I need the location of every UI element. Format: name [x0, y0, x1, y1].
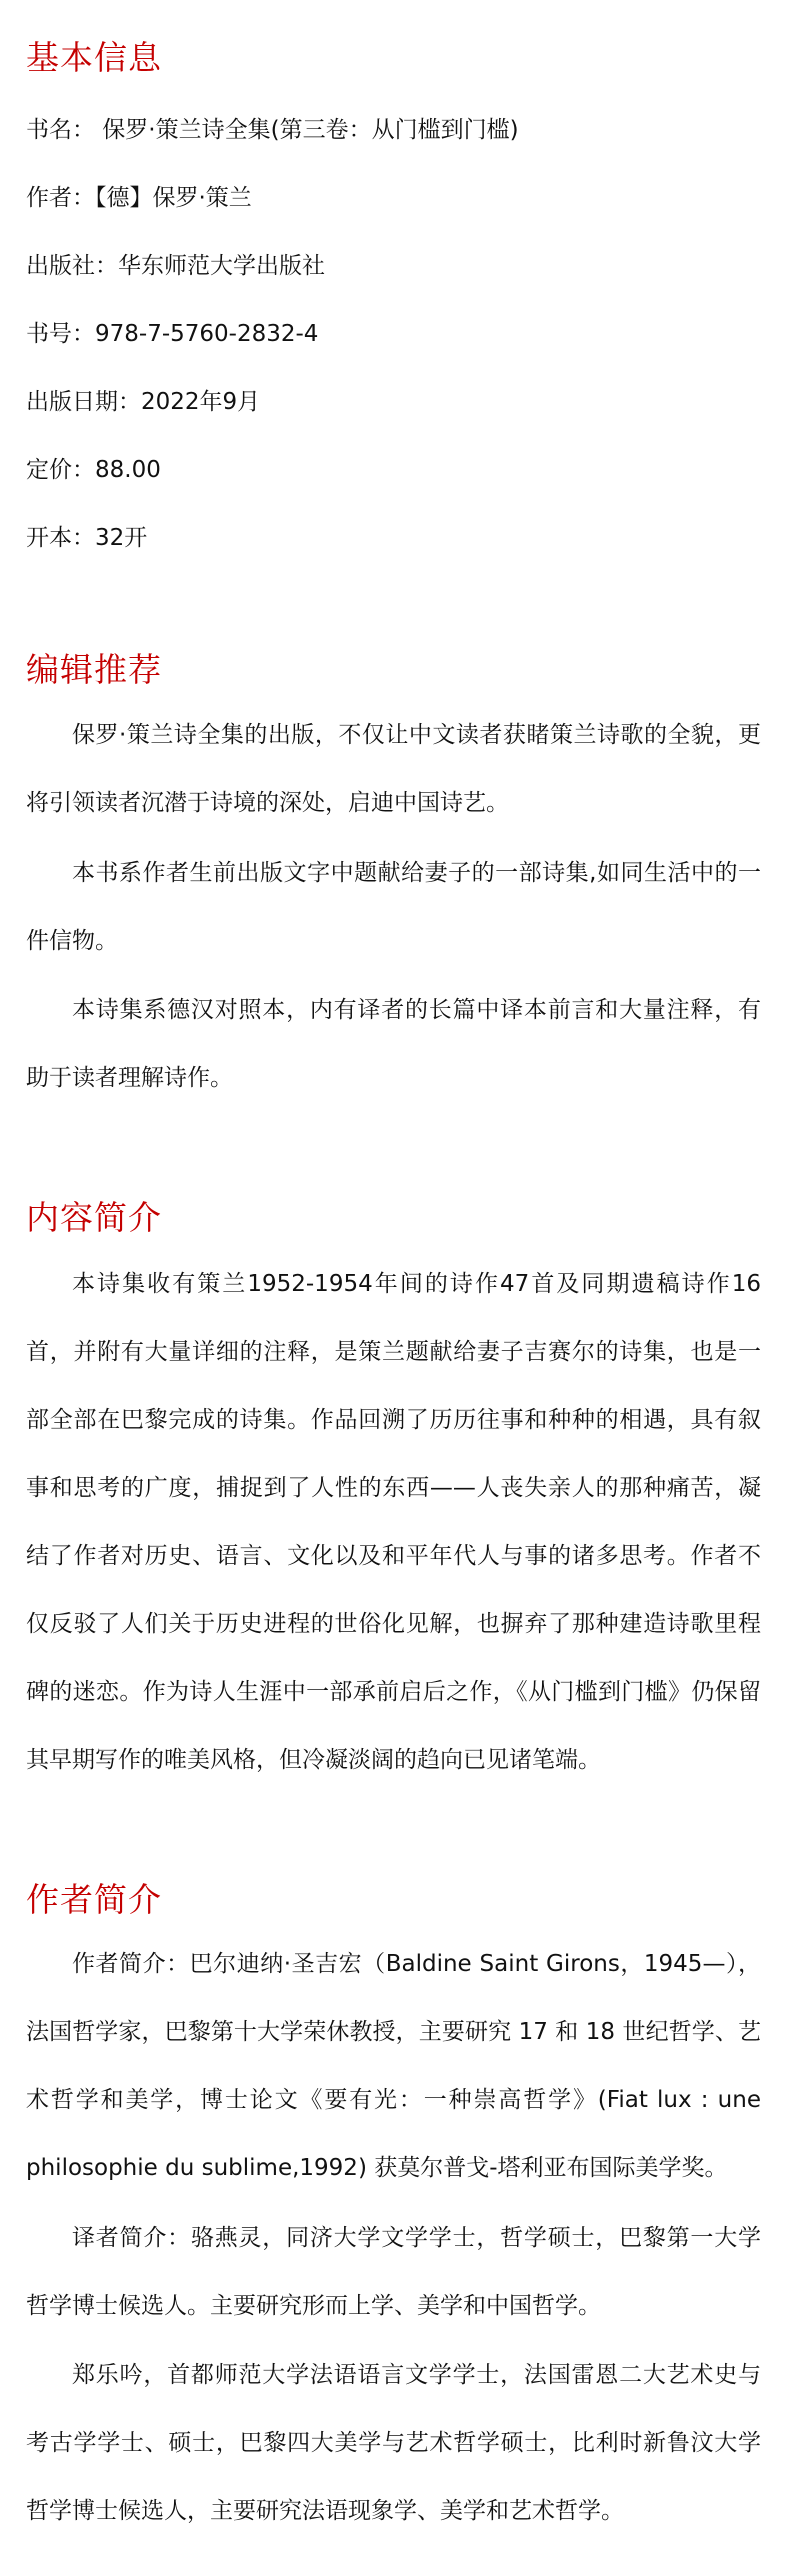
editor-recommendation-paragraph: 保罗·策兰诗全集的出版，不仅让中文读者获睹策兰诗歌的全貌，更将引领读者沉潜于诗境的深处，启迪中国诗艺。 — [26, 722, 761, 816]
basic-info-title: 基本信息 — [26, 38, 162, 77]
info-author: 作者：【德】保罗·策兰 — [26, 185, 252, 211]
editor-recommendation-paragraph: 本诗集系德汉对照本，内有译者的长篇中译本前言和大量注释，有助于读者理解诗作。 — [26, 997, 761, 1091]
info-format: 开本：32开 — [26, 525, 148, 551]
author-intro-paragraph: 作者简介：巴尔迪纳·圣吉宏（Baldine Saint Girons，1945—），法国哲学家，巴黎第十大学荣休教授，主要研究 17 和 18 世纪哲学、艺术哲学和美学，博士论文《要有光：一种崇高哲学》(Fiat lux : une philosophie du sublime,1992) 获莫尔普戈-塔利亚布国际美学奖。 — [26, 1951, 761, 2181]
info-publish-date: 出版日期：2022年9月 — [26, 389, 261, 415]
info-price: 定价：88.00 — [26, 457, 161, 483]
info-isbn: 书号：978-7-5760-2832-4 — [26, 321, 319, 347]
author-intro-title: 作者简介 — [26, 1880, 162, 1919]
info-publisher: 出版社：华东师范大学出版社 — [26, 253, 325, 279]
editor-recommendation-paragraph: 本书系作者生前出版文字中题献给妻子的一部诗集,如同生活中的一件信物。 — [26, 860, 761, 954]
editor-recommendation-title: 编辑推荐 — [26, 650, 162, 689]
translator-intro-paragraph: 译者简介：骆燕灵，同济大学文学学士，哲学硕士，巴黎第一大学哲学博士候选人。主要研究形而上学、美学和中国哲学。 — [26, 2225, 761, 2319]
translator-intro-paragraph: 郑乐吟，首都师范大学法语语言文学学士，法国雷恩二大艺术史与考古学学士、硕士，巴黎四大美学与艺术哲学硕士，比利时新鲁汶大学哲学博士候选人，主要研究法语现象学、美学和艺术哲学。 — [26, 2362, 761, 2524]
content-intro-title: 内容简介 — [26, 1198, 162, 1237]
content-intro-paragraph: 本诗集收有策兰1952-1954年间的诗作47首及同期遗稿诗作16首，并附有大量详细的注释，是策兰题献给妻子吉赛尔的诗集，也是一部全部在巴黎完成的诗集。作品回溯了历历往事和种种的相遇，具有叙事和思考的广度，捕捉到了人性的东西——人丧失亲人的那种痛苦，凝结了作者对历史、语言、文化以及和平年代人与事的诸多思考。作者不仅反驳了人们关于历史进程的世俗化见解，也摒弃了那种建造诗歌里程碑的迷恋。作为诗人生涯中一部承前启后之作，《从门槛到门槛》仍保留其早期写作的唯美风格，但冷凝淡阔的趋向已见诸笔端。 — [26, 1271, 761, 1773]
info-book-title: 书名： 保罗·策兰诗全集(第三卷：从门槛到门槛) — [26, 117, 519, 143]
